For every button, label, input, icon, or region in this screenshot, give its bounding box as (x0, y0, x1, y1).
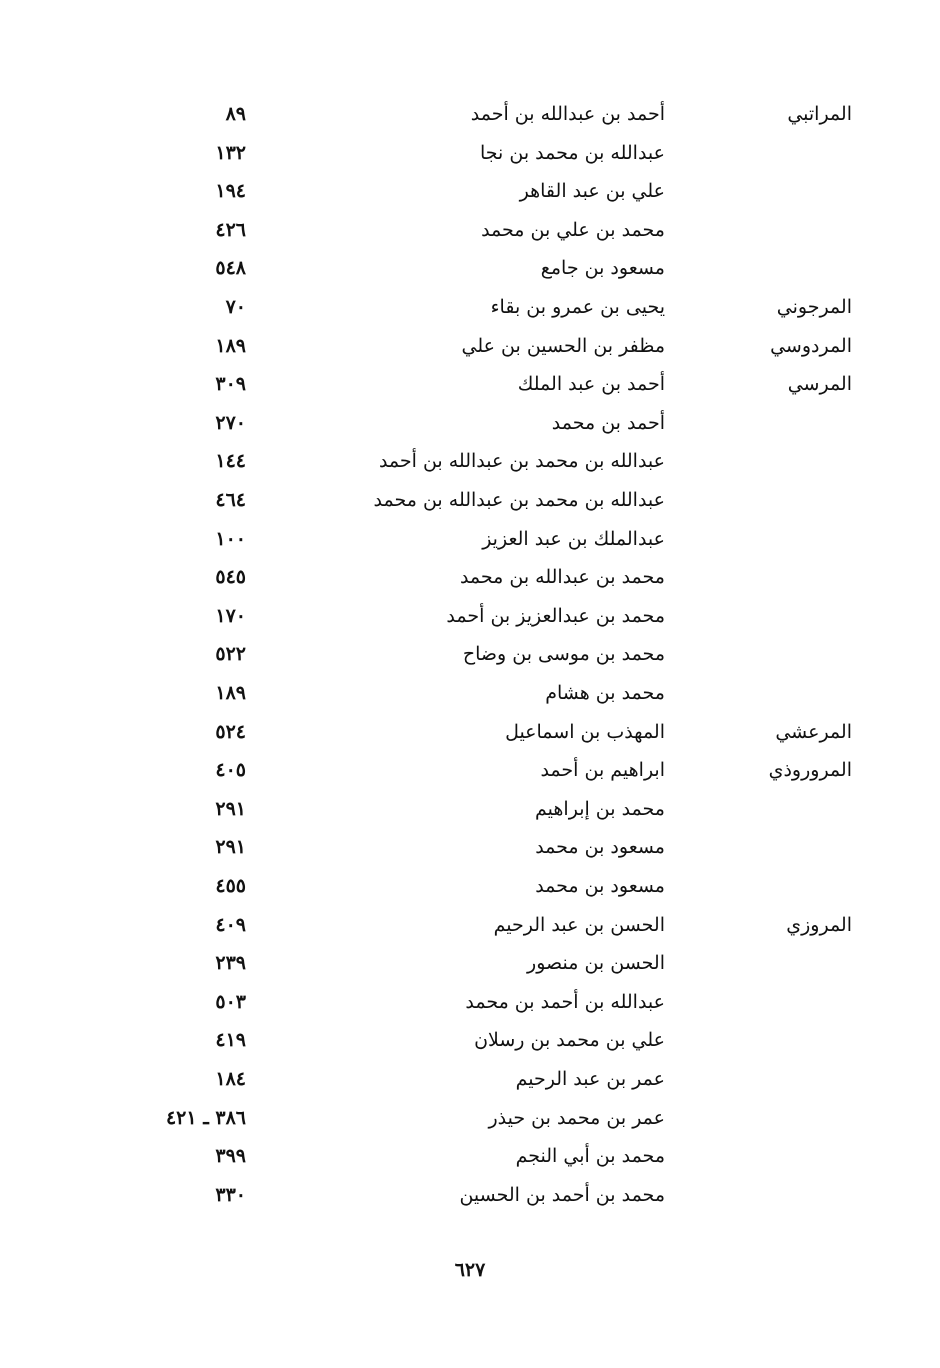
index-entry (0, 948, 940, 986)
page-reference: ٤٠٩ (215, 913, 246, 936)
page-reference: ٣٩٩ (215, 1145, 246, 1168)
index-entry (0, 292, 940, 330)
index-entry (0, 1103, 940, 1141)
person-name: مسعود بن محمد (535, 875, 665, 897)
page-reference: ٣٨٦ ـ ٤٢١ (165, 1106, 246, 1129)
person-name: مظفر بن الحسين بن علي (461, 334, 665, 357)
index-entry (0, 987, 940, 1025)
index-entry (0, 1025, 940, 1063)
index-entry (0, 678, 940, 716)
nisba-label: المروروذي (768, 759, 852, 782)
page-reference: ٥٢٢ (215, 643, 246, 666)
person-name: علي بن عبد القاهر (519, 180, 665, 203)
page-reference: ٤١٩ (215, 1029, 246, 1052)
person-name: عبدالله بن محمد بن نجا (480, 141, 665, 164)
page-reference: ٧٠ (225, 296, 246, 318)
page-reference: ٣٣٠ (215, 1183, 246, 1206)
page-reference: ٤٥٥ (215, 875, 246, 897)
person-name: محمد بن إبراهيم (535, 797, 665, 820)
page-reference: ٥٤٥ (215, 566, 246, 589)
person-name: محمد بن عبدالله بن محمد (459, 566, 665, 589)
page-reference: ٢٩١ (215, 797, 246, 820)
index-entry (0, 1141, 940, 1179)
index-entry (0, 524, 940, 562)
page-reference: ١٧٠ (215, 604, 246, 627)
index-entry (0, 871, 940, 909)
page-reference: ١٠٠ (215, 527, 246, 550)
person-name: مسعود بن محمد (535, 836, 665, 859)
person-name: محمد بن علي بن محمد (481, 218, 665, 241)
index-entry (0, 215, 940, 253)
page-reference: ٥٤٨ (215, 257, 246, 280)
page-reference: ٤٠٥ (215, 759, 246, 782)
page-reference: ١٨٩ (215, 682, 246, 704)
person-name: محمد بن عبدالعزيز بن أحمد (446, 604, 665, 627)
page-reference: ١٨٤ (215, 1068, 246, 1090)
page-reference: ٥٢٤ (215, 720, 246, 743)
index-entry (0, 794, 940, 832)
person-name: عمر بن عبد الرحيم (515, 1068, 665, 1090)
page-reference: ٣٠٩ (215, 373, 246, 396)
page-reference: ٢٣٩ (215, 952, 246, 975)
nisba-label: المرجوني (776, 296, 852, 318)
index-entry (0, 910, 940, 948)
page-reference: ٢٧٠ (215, 411, 246, 434)
person-name: عبدالملك بن عبد العزيز (482, 527, 665, 550)
index-entry (0, 755, 940, 793)
person-name: محمد بن هشام (545, 682, 665, 704)
page-number: ٦٢٧ (454, 1259, 486, 1281)
nisba-label: المردوسي (770, 334, 852, 357)
index-entry (0, 562, 940, 600)
index-entry (0, 253, 940, 291)
page-reference: ٥٠٣ (215, 990, 246, 1013)
person-name: الحسن بن عبد الرحيم (493, 913, 665, 936)
page-reference: ١٤٤ (215, 450, 246, 473)
person-name: محمد بن أبي النجم (515, 1145, 665, 1168)
nisba-label: المرسي (787, 373, 852, 396)
index-entry (0, 138, 940, 176)
person-name: ابراهيم بن أحمد (540, 759, 665, 782)
index-entry (0, 832, 940, 870)
person-name: محمد بن أحمد بن الحسين (459, 1183, 665, 1206)
nisba-label: المراتبي (787, 103, 852, 125)
index-entry (0, 176, 940, 214)
page-reference: ١٨٩ (215, 334, 246, 357)
page-reference: ٤٢٦ (215, 218, 246, 241)
index-entry (0, 1064, 940, 1102)
page-reference: ١٩٤ (215, 180, 246, 203)
person-name: أحمد بن محمد (551, 411, 665, 434)
nisba-label: المروزي (786, 913, 852, 936)
person-name: محمد بن موسى بن وضاح (462, 643, 665, 666)
index-entry (0, 639, 940, 677)
page-reference: ٢٩١ (215, 836, 246, 859)
index-entry (0, 331, 940, 369)
person-name: عبدالله بن أحمد بن محمد (465, 990, 665, 1013)
index-entry (0, 446, 940, 484)
index-entry (0, 1180, 940, 1218)
person-name: المهذب بن اسماعيل (505, 720, 665, 743)
person-name: عبدالله بن محمد بن عبدالله بن أحمد (378, 450, 665, 473)
person-name: يحيى بن عمرو بن بقاء (490, 296, 665, 318)
page-reference: ٤٦٤ (215, 489, 246, 511)
person-name: أحمد بن عبد الملك (517, 373, 665, 396)
index-entry (0, 369, 940, 407)
person-name: عمر بن محمد بن حيذر (488, 1106, 665, 1129)
person-name: عبدالله بن محمد بن عبدالله بن محمد (373, 489, 665, 511)
person-name: أحمد بن عبدالله بن أحمد (470, 103, 665, 125)
page-reference: ٨٩ (225, 103, 246, 125)
index-entry (0, 485, 940, 523)
index-entry (0, 408, 940, 446)
person-name: مسعود بن جامع (540, 257, 665, 280)
person-name: علي بن محمد بن رسلان (474, 1029, 665, 1052)
index-entry (0, 99, 940, 137)
index-entry (0, 717, 940, 755)
person-name: الحسن بن منصور (527, 952, 665, 975)
nisba-label: المرعشي (775, 720, 852, 743)
index-entry (0, 601, 940, 639)
page-reference: ١٣٢ (215, 141, 246, 164)
